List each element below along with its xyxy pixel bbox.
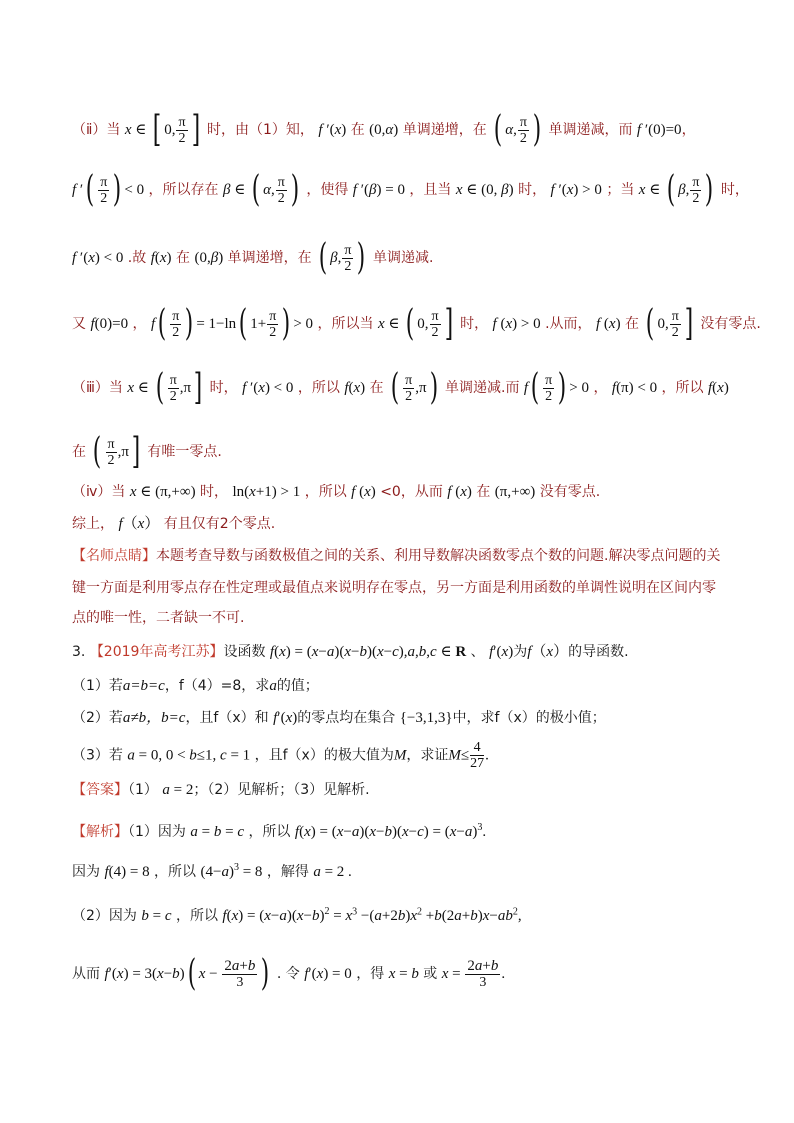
case-iii-line-2: 在 ( $\frac{\pi}{2}$ ,π] 有唯一零点. [72, 431, 222, 472]
case-ii-line-1: （ⅱ）当 x ∈ [ 0, $\frac{\pi}{2}$ ] 时，由（1）知， f ′(x) 在 (0,α) 单调递增，在 ( α, $\frac{\pi}{2}$ ) 单调递减，而 f ′(0)=0， [72, 109, 696, 150]
summary-line: 综上， f（x） 有且仅有2个零点. [72, 516, 276, 532]
problem-3-stem: 3. 【2019年高考江苏】设函数 f(x) = (x−a)(x−b)(x−c),a,b,c ∈ R 、 f′(x)为f（x）的导函数. [72, 644, 629, 660]
analysis-line-1: 【解析】（1）因为 a = b = c ，所以 $f(x) = (x-a)(x-b)(x-c) = (x-a)^3$. [72, 822, 487, 840]
teacher-comment-line-2: 键一方面是利用零点存在性定理或最值点来说明存在零点，另一方面是利用函数的单调性说明在区间内零 [72, 580, 716, 596]
analysis-line-3: （2）因为 b = c ，所以 $f(x) = (x-a)(x-b)^2 = x^3 -(a+2b)x^2 +b(2a+b)x-ab^2$, [72, 906, 522, 924]
case-ii-line-4: 又 f(0)=0 ， f( $\frac{\pi}{2}$ ) = 1−ln( 1+ $\frac{\pi}{2}$ ) > 0 ，所以当 x ∈ ( 0, $\frac{\pi}{2}$ ] 时， f (x) > 0 .从而， f (x) 在 ( 0, $\frac{\pi}{2}$ ] 没有零点. [72, 303, 761, 344]
analysis-line-2: 因为 f(4) = 8 ，所以 $(4-a)^3 = 8$ ，解得 a = 2 . [72, 862, 352, 880]
case-ii-line-2: f ′( $\frac{\pi}{2}$ ) < 0 ，所以存在 β ∈ ( α, $\frac{\pi}{2}$ ) ，使得 f ′(β) = 0 ，且当 x ∈ (0, β) 时， f ′(x) > 0 ；当 x ∈ ( β, $\frac{\pi}{2}$ ) 时， [72, 169, 749, 210]
problem-3-q2: （2）若a≠b，b=c，且f（x）和 f′(x)的零点均在集合 {−3,1,3}中，求f（x）的极小值； [72, 710, 606, 726]
teacher-comment-line-3: 点的唯一性，二者缺一不可. [72, 610, 245, 626]
teacher-comment-line-1: 【名师点睛】本题考查导数与函数极值之间的关系、利用导数解决函数零点个数的问题.解决零点问题的关 [72, 548, 721, 564]
case-iii-line-1: （ⅲ）当 x ∈ ( $\frac{\pi}{2}$ ,π] 时， f ′(x) < 0 ，所以 f(x) 在 ( $\frac{\pi}{2}$ ,π) 单调递减.而 f( $\frac{\pi}{2}$ ) > 0 ， f(π) < 0 ，所以 f(x) [72, 367, 729, 408]
problem-3-q3: （3）若 a = 0, 0 < b≤1, c = 1 ，且f（x）的极大值为M，求证M≤ $\frac{4}{27}$ . [72, 740, 489, 771]
analysis-line-4: 从而 f′(x) = 3(x−b)( x − $\frac{2a+b}{3}$ ) . 令 f′(x) = 0 ，得 x = b 或 x = $\frac{2a+b}{3}$ . [72, 953, 506, 994]
case-ii-line-3: f ′(x) < 0 .故 f(x) 在 (0,β) 单调递增，在 ( β, $\frac{\pi}{2}$ ) 单调递减. [72, 237, 434, 278]
case-iv-line: （ⅳ）当 x ∈ (π,+∞) 时， ln(x+1) > 1 ，所以 f (x) <0，从而 f (x) 在 (π,+∞) 没有零点. [72, 484, 601, 500]
problem-3-q1: （1）若a=b=c，f（4）=8，求a的值； [72, 678, 319, 694]
answer-line: 【答案】（1） a = 2；（2）见解析；（3）见解析. [72, 782, 370, 798]
